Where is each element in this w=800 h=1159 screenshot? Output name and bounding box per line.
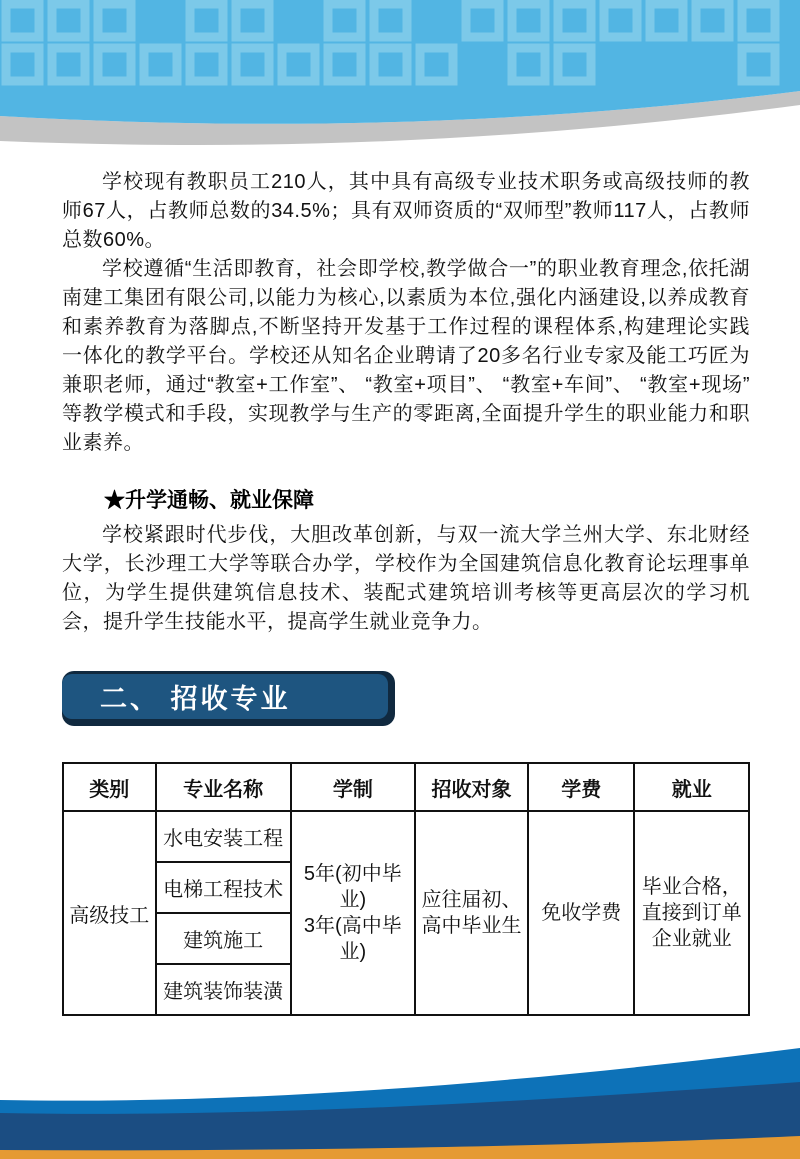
cell-major-1: 水电安装工程: [156, 811, 291, 862]
paragraph-cooperation: 学校紧跟时代步伐，大胆改革创新，与双一流大学兰州大学、东北财经大学，长沙理工大学等联合办学，学校作为全国建筑信息化教育论坛理事单位，为学生提供建筑信息技术、装配式建筑培训考核等更高层次的学习机会，提升学生技能水平，提高学生就业竞争力。: [62, 524, 750, 633]
header-employment: 就业: [634, 763, 749, 811]
cell-major-2: 电梯工程技术: [156, 862, 291, 913]
cell-tuition: 免收学费: [528, 811, 634, 1015]
cell-category: 高级技工: [63, 811, 156, 1015]
section-banner-face: [62, 674, 388, 719]
cell-major-4: 建筑装饰装潢: [156, 964, 291, 1015]
majors-table: [62, 762, 750, 1016]
header-category: 类别: [63, 763, 156, 811]
subsection-title: ★升学通畅、就业保障: [104, 489, 314, 512]
duration-line-2: 3年(高中毕业): [303, 915, 402, 963]
header-target: 招收对象: [415, 763, 528, 811]
header-major-name: 专业名称: [156, 763, 291, 811]
section-banner: [62, 671, 395, 726]
header-tuition: 学费: [528, 763, 634, 811]
paragraph-teaching-philosophy: 学校遵循“生活即教育，社会即学校,教学做合一”的职业教育理念,依托湖南建工集团有限公司,以能力为核心,以素质为本位,强化内涵建设,以养成教育和素养教育为落脚点,不断坚持开发基于工作过程的课程体系,构建理论实践一体化的教学平台。学校还从知名企业聘请了20多名行业专家及能工巧匠为兼职老师，通过“教室+工作室”、 “教室+项目”、 “教室+车间”、 “教室+现场”等教学模式和手段，实现教学与生产的零距离,全面提升学生的职业能力和职业素养。: [62, 258, 750, 454]
main-content: [62, 168, 750, 1016]
table-row: [63, 811, 749, 862]
footer-decoration: [0, 1039, 800, 1159]
employment-line-1: 毕业合格，: [641, 876, 742, 898]
section-banner-label: 二、 招收专业: [100, 684, 291, 714]
cell-duration: [291, 811, 415, 1015]
employment-line-2: 直接到订单: [641, 902, 742, 924]
cell-target: [415, 811, 528, 1015]
table-header-row: [63, 763, 749, 811]
header-decoration: [0, 0, 800, 150]
target-line-2: 高中毕业生: [421, 915, 522, 937]
duration-line-1: 5年(初中毕业): [303, 863, 402, 911]
paragraph-staff-stats: 学校现有教职员工210人，其中具有高级专业技术职务或高级技师的教师67人，占教师总数的34.5%；具有双师资质的“双师型”教师117人，占教师总数60%。: [62, 171, 750, 251]
employment-line-3: 企业就业: [651, 928, 732, 950]
cell-employment: [634, 811, 749, 1015]
header-duration: 学制: [291, 763, 415, 811]
target-line-1: 应往届初、: [421, 889, 522, 911]
cell-major-3: 建筑施工: [156, 913, 291, 964]
